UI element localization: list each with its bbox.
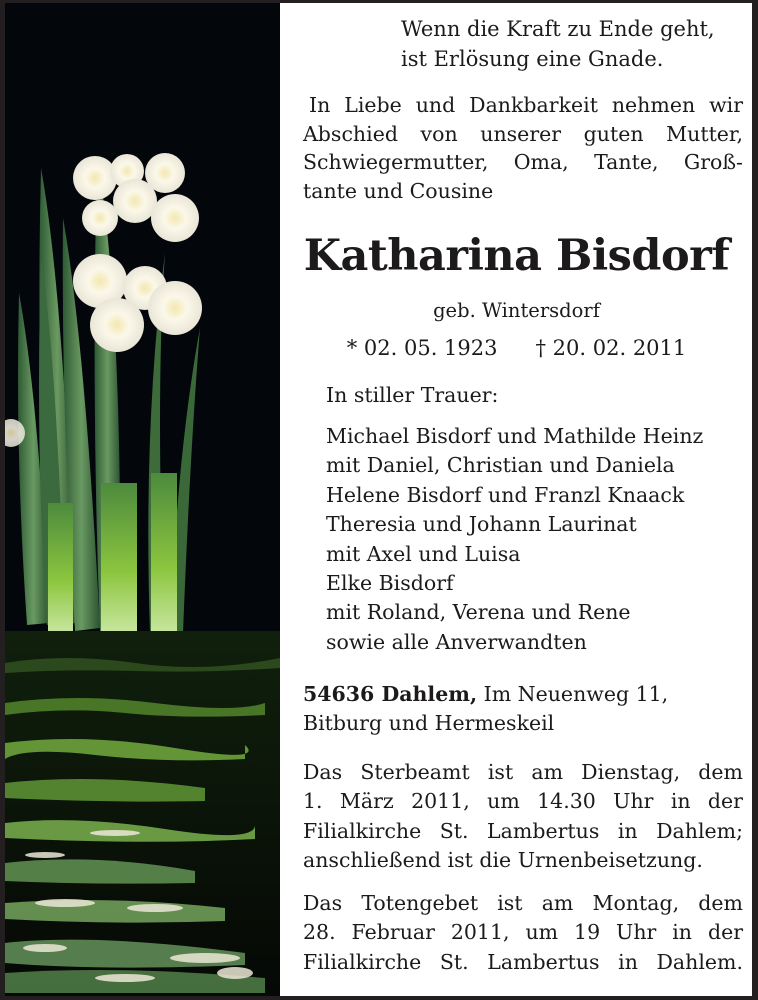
obituary-text-panel: [281, 3, 752, 996]
requiem-line-4: anschließend ist die Urnenbeisetzung.: [303, 848, 703, 873]
mourner-line: Theresia und Johann Laurinat: [326, 512, 637, 537]
intro-paragraph: [303, 91, 743, 205]
prayer-line-3: Filialkirche St. Lambertus in Dahlem.: [303, 949, 743, 974]
intro-line-2: Abschied von unserer guten Mutter,: [303, 121, 743, 146]
mourner-line: Elke Bisdorf: [326, 571, 454, 596]
address: [303, 680, 668, 737]
deceased-name: Katharina Bisdorf: [303, 231, 730, 281]
mourner-line: Helene Bisdorf und Franzl Knaack: [326, 482, 685, 507]
mourners-list: [326, 422, 703, 657]
intro-line-4: tante und Cousine: [303, 178, 494, 203]
mourning-heading: In stiller Trauer:: [326, 383, 499, 407]
prayer-line-2: 28. Februar 2011, um 19 Uhr in der: [303, 920, 743, 945]
motto-line-1: Wenn die Kraft zu Ende geht,: [401, 17, 715, 41]
requiem-line-3: Filialkirche St. Lambertus in Dahlem;: [303, 818, 743, 843]
mourner-line: mit Roland, Verena und Rene: [326, 600, 631, 625]
narcissus-image: [5, 3, 280, 996]
motto-line-2: ist Erlösung eine Gnade.: [401, 47, 664, 71]
requiem-line-2: 1. März 2011, um 14.30 Uhr in der: [303, 789, 743, 814]
prayer-paragraph: [303, 889, 743, 977]
address-city: 54636 Dahlem,: [303, 682, 478, 706]
address-street: Im Neuenweg 11,: [477, 682, 669, 706]
requiem-line-1: Das Sterbeamt ist am Dienstag, dem: [303, 760, 743, 784]
maiden-name: geb. Wintersdorf: [433, 299, 600, 322]
death-date: † 20. 02. 2011: [535, 336, 687, 360]
flower-photo: [5, 3, 280, 996]
intro-line-3: Schwiegermutter, Oma, Tante, Groß-: [303, 150, 743, 174]
address-line-2: Bitburg und Hermeskeil: [303, 710, 555, 735]
life-dates: [281, 336, 752, 360]
birth-date: * 02. 05. 1923: [346, 336, 498, 360]
mourner-line: mit Daniel, Christian und Daniela: [326, 453, 675, 478]
prayer-line-1: Das Totengebet ist am Montag, dem: [303, 891, 743, 915]
intro-line-1: In Liebe und Dankbarkeit nehmen wir: [309, 93, 743, 117]
mourner-line: sowie alle Anverwandten: [326, 629, 587, 654]
mourner-line: mit Axel und Luisa: [326, 541, 521, 566]
mourner-line: Michael Bisdorf und Mathilde Heinz: [326, 424, 704, 448]
requiem-paragraph: [303, 758, 743, 876]
